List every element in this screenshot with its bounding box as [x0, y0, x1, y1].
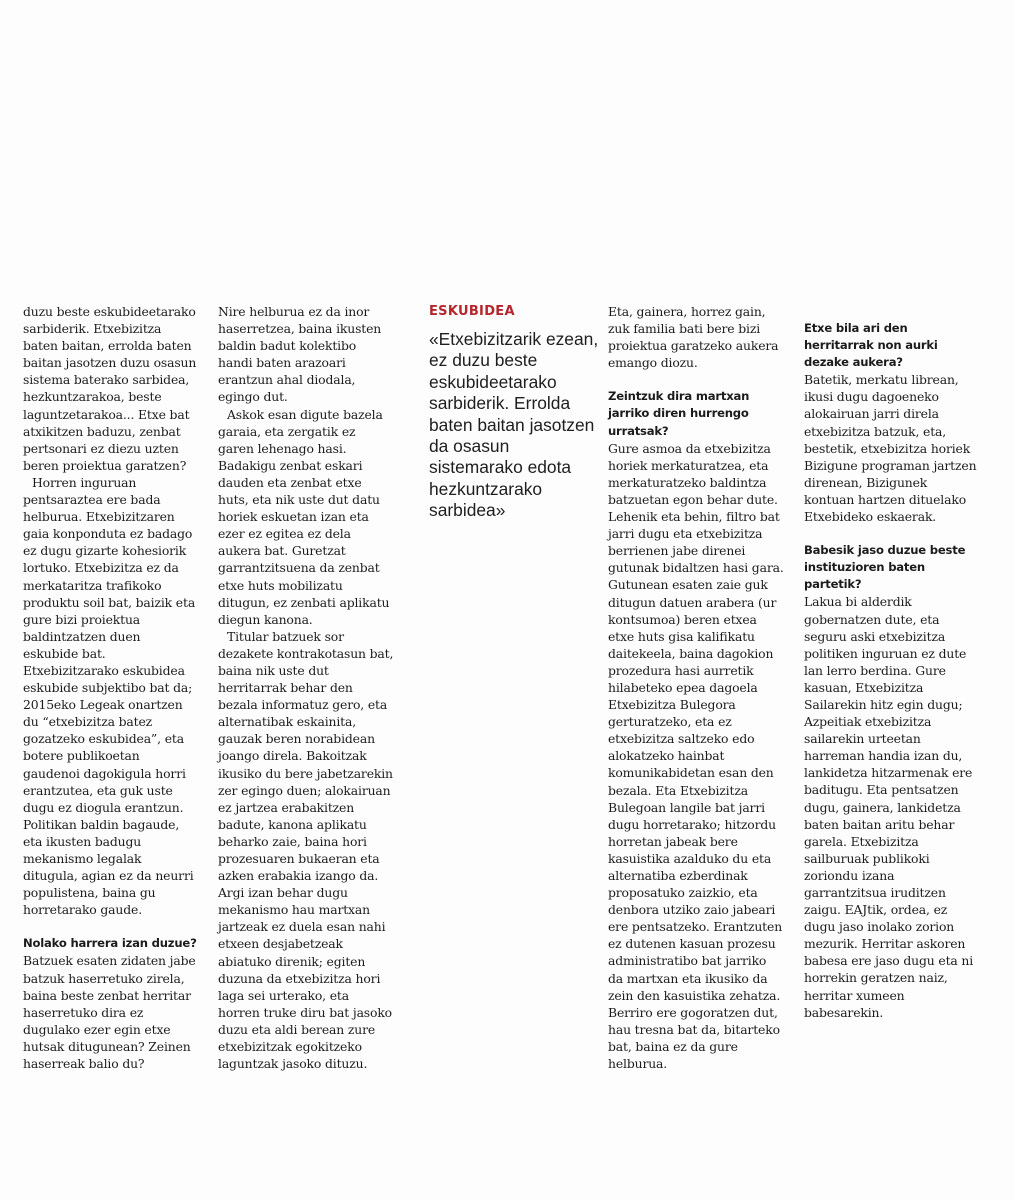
- paragraph: Batetik, merkatu librean, ikusi dugu dagoeneko alokairuan jarri direla etxebizitza batzuk, eta, bestetik, etxebizitza horiek Bizigune programan jartzen direnean, Bizigunek kontuan hartzen dituelako Etxebideko eskaerak.: [804, 372, 977, 525]
- paragraph: Lakua bi alderdik gobernatzen dute, eta seguru aski etxebizitza politiken inguruan ez dute lan lerro berdina. Gure kasuan, Etxebizitza Sailarekin hitz egin dugu; Azpeitiak etxebizitza sailarekin urteetan harreman handia izan du, lankidetza hitzarmenak ere baditugu. Eta pentsatzen dugu, gainera, lankidetza baten baitan aritu behar garela. Etxebizitza sailburuak publikoki zoriondu izana garrantzitsua iruditzen zaigu. EAJtik, ordea, ez dugu jaso inolako zorion mezurik. Herritar askoren babesa ere jaso dugu eta ni horrekin geratzen naiz, herritar xumeen babesarekin.: [804, 594, 974, 1020]
- article-column-3: [608, 303, 784, 1072]
- interview-question: Nolako harrera izan duzue?: [23, 936, 197, 951]
- paragraph: duzu beste eskubideetarako sarbiderik. Etxebizitza baten baitan, errolda baten baitan jasotzen duzu osasun sistema baterako sarbidea, hezkuntzarakoa, beste laguntzetarakoa... Etxe bat atxikitzen baduzu, zenbat pertsonari ez diezu uzten beren proiektua garatzen?: [23, 304, 197, 473]
- pull-quote: [429, 303, 599, 522]
- paragraph: Gure asmoa da etxebizitza horiek merkaturatzea, eta merkaturatzeko baldintza batzuetan egon behar dute. Lehenik eta behin, filtro bat jarri dugu eta etxebizitza berrienen jabe direnei gutunak bidaltzen hasi gara. Gutunean esaten zaie guk ditugun datuen arabera (ur kontsumoa) beren etxea etxe huts gisa kalifikatu daitekeela, baina dagokion prozedura hasi aurretik hilabeteko epea dagoela Etxebizitza Bulegora gerturatzeko, eta ez etxebizitza saltzeko edo alokatzeko hainbat komunikabidetan esan den bezala. Eta Etxebizitza Bulegoan langile bat jarri dugu horretarako; hitzordu horretan jabeak bere kasuistika azalduko du eta alternatiba ezberdinak proposatuko zaizkio, eta denbora utziko zaio jabeari ere pentsatzeko. Erantzuten ez dutenen kasuan prozesu administratibo bat jarriko da martxan eta ikusiko da zein den kasuistika zehatza. Berriro ere gogoratzen dut, hau tresna bat da, bitarteko bat, baina ez da gure helburua.: [608, 440, 784, 1072]
- paragraph: Askok esan digute bazela garaia, eta zergatik ez garen lehenago hasi. Badakigu zenbat eskari dauden eta zenbat etxe huts, eta nik uste dut datu horiek eskuetan izan eta ezer ez egitea ez dela aukera bat. Guretzat garrantzitsuena da zenbat etxe huts mobilizatu ditugun, ez zenbati aplikatu diegun kanona.: [218, 406, 390, 627]
- article-column-4: [804, 303, 980, 1021]
- pull-quote-text: «Etxebizitzarik ezean, ez duzu beste eskubideetarako sarbiderik. Errolda baten baitan jasotzen da osasun sistemarako edota hezkuntzarako sarbidea»: [429, 329, 599, 521]
- paragraph: Batzuek esaten zidaten jabe batzuk haserretuko zirela, baina beste zenbat herritar haserretuko dira ez dugulako ezer egin etxe hutsak ditugunean? Zeinen haserreak balio du?: [23, 953, 196, 1072]
- interview-question: Babesik jaso duzue beste instituzioren baten partetik?: [804, 543, 966, 592]
- interview-question: Zeintzuk dira martxan jarriko diren hurrengo urratsak?: [608, 389, 750, 438]
- article-column-2: [218, 303, 394, 1072]
- pull-quote-label: ESKUBIDEA: [429, 304, 515, 319]
- article-column-1: [23, 303, 199, 1072]
- paragraph: Nire helburua ez da inor haserretzea, baina ikusten baldin badut kolektibo handi baten arazoari erantzun ahal diodala, egingo dut.: [218, 304, 382, 405]
- paragraph: Titular batzuek sor dezakete kontrakotasun bat, baina nik uste dut herritarrak behar den bezala informatuz gero, eta alternatibak eskainita, gauzak beren norabidean joango direla. Bakoitzak ikusiko du bere jabetzarekin zer egingo duen; alokairuan ez jartzea erabakitzen badute, kanona aplikatu beharko zaie, baina hori prozesuaren bukaeran eta azken erabakia izango da. Argi izan behar dugu mekanismo hau martxan jartzeak ez duela esan nahi etxeen desjabetzeak abiatuko direnik; egiten duzuna da etxebizitza hori laga sei urterako, eta horren truke diru bat jasoko duzu eta aldi berean zure etxebizitzak egokitzeko laguntzak jasoko dituzu.: [218, 628, 394, 1072]
- paragraph: Eta, gainera, horrez gain, zuk familia bati bere bizi proiektua garatzeko aukera emango diozu.: [608, 304, 779, 371]
- paragraph: Horren inguruan pentsaraztea ere bada helburua. Etxebizitzaren gaia konponduta ez badago ez dugu gizarte kohesiorik lortuko. Etxebizitza ez da merkataritza trafikoko produktu soil bat, baizik eta gure bizi proiektua baldintzatzen duen eskubide bat. Etxebizitzarako eskubidea eskubide subjektibo bat da; 2015eko Legeak onartzen du “etxebizitza batez gozatzeko eskubidea”, eta botere publikoetan gaudenoi dagokigula horri erantzutea, eta guk uste dugu ez diogula erantzun. Politikan baldin bagaude, eta ikusten badugu mekanismo legalak ditugula, agian ez da neurri populistena, baina gu horretarako gaude.: [23, 474, 196, 918]
- interview-question: Etxe bila ari den herritarrak non aurki dezake aukera?: [804, 321, 938, 370]
